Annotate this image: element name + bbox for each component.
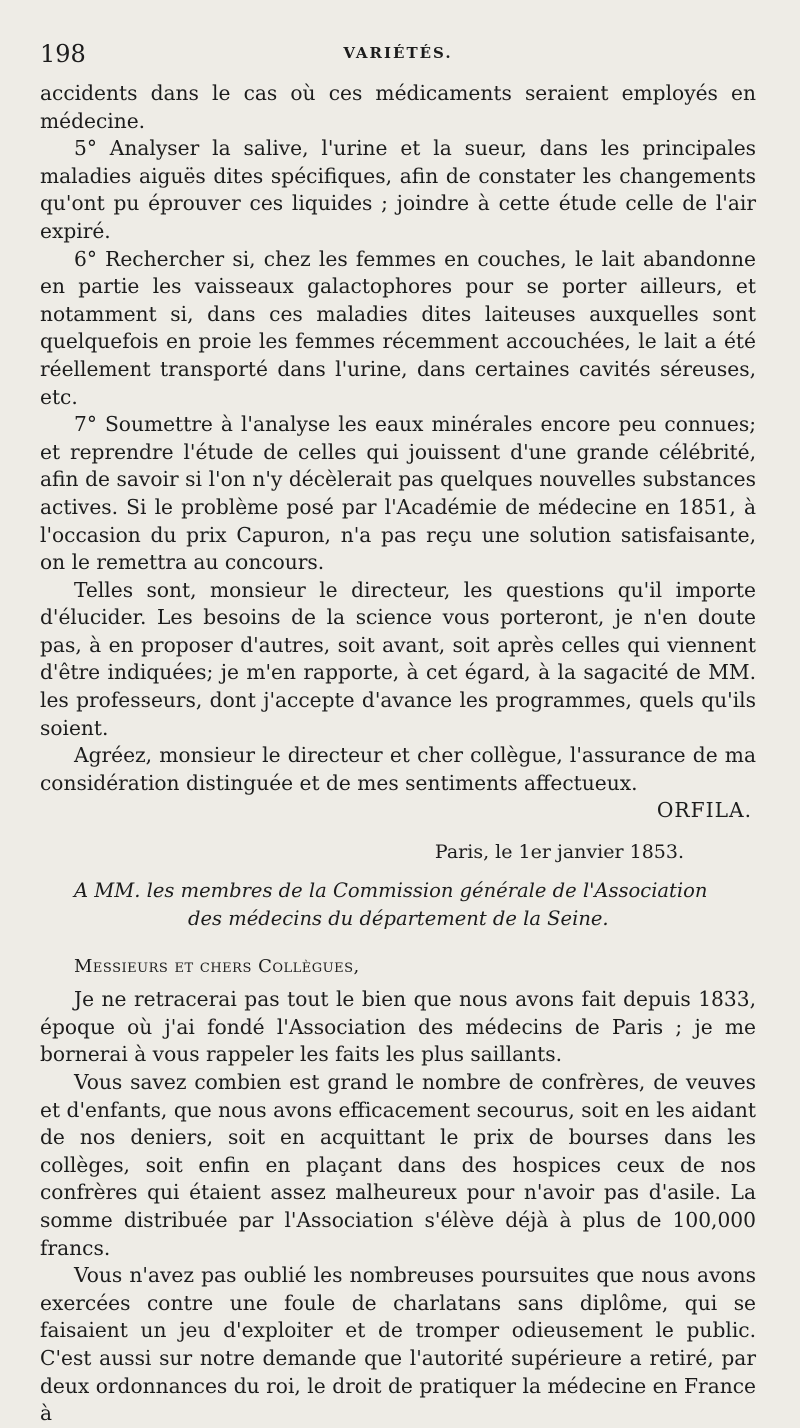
letter-paragraph-2: Vous savez combien est grand le nombre de confrères, de veuves et d'enfants, que nous avons efficacement secourus, soit en les aidant de nos deniers, soit en acquittant le prix de bourses dans les collèges, soit enfin en plaçant dans des hospices ceux de nos confrères qui étaient assez malheureux pour n'avoir pas d'asile. La somme distribuée par l'Association s'élève déjà à plus de 100,000 francs. [40, 1070, 756, 1260]
letter-body [40, 986, 756, 1428]
page-header [40, 40, 756, 80]
dateline: Paris, le 1er janvier 1853. [434, 841, 684, 864]
paragraph-continuation: accidents dans le cas où ces médicaments seraient employés en médecine. [40, 81, 756, 133]
addressee [40, 877, 756, 933]
salutation: Messieurs et chers Collègues, [74, 955, 360, 977]
paragraph-closing: Agréez, monsieur le directeur et cher collègue, l'assurance de ma considération distinguée et de mes sentiments affectueux. [40, 743, 756, 795]
letter-paragraph-1: Je ne retracerai pas tout le bien que nous avons fait depuis 1833, époque où j'ai fondé l'Association des médecins de Paris ; je me bornerai à vous rappeler les faits les plus saillants. [40, 987, 756, 1067]
paragraph-conclusion: Telles sont, monsieur le directeur, les questions qu'il importe d'élucider. Les besoins de la science vous porteront, je n'en doute pas, à en proposer d'autres, soit avant, soit après celles qui viennent d'être indiquées; je m'en rapporte, à cet égard, à la sagacité de MM. les professeurs, dont j'accepte d'avance les programmes, quels qu'ils soient. [40, 577, 756, 740]
page-number: 198 [40, 40, 86, 68]
paragraph-item-6: 6° Rechercher si, chez les femmes en couches, le lait abandonne en partie les vaisseaux galactophores pour se porter ailleurs, et notamment si, dans ces maladies dites laiteuses auxquelles sont quelquefois en proie les femmes récemment accouchées, le lait a été réellement transporté dans l'urine, dans certaines cavités séreuses, etc. [40, 246, 756, 409]
letter-paragraph-3: Vous n'avez pas oublié les nombreuses poursuites que nous avons exercées contre une foule de charlatans sans diplôme, qui se faisaient un jeu d'exploiter et de tromper odieusement le public. C'est aussi sur notre demande que l'autorité supérieure a retiré, par deux ordonnances du roi, le droit de pratiquer la médecine en France à [40, 1263, 756, 1426]
paragraph-item-5: 5° Analyser la salive, l'urine et la sueur, dans les principales maladies aiguës dites spécifiques, afin de constater les changements qu'ont pu éprouver ces liquides ; joindre à cette étude celle de l'air expiré. [40, 136, 756, 243]
running-title: VARIÉTÉS. [343, 44, 453, 62]
body-text [40, 80, 756, 1428]
paragraph-item-7: 7° Soumettre à l'analyse les eaux minérales encore peu connues; et reprendre l'étude de celles qui jouissent d'une grande célébrité, afin de savoir si l'on n'y décèlerait pas quelques nouvelles substances actives. Si le problème posé par l'Académie de médecine en 1851, à l'occasion du prix Capuron, n'a pas reçu une solution satisfaisante, on le remettra au concours. [40, 412, 756, 575]
addressee-line-2: des médecins du département de la Seine. [188, 906, 609, 930]
signature: ORFILA. [656, 798, 752, 823]
addressee-line-1: A MM. les membres de la Commission générale de l'Association [74, 878, 708, 902]
